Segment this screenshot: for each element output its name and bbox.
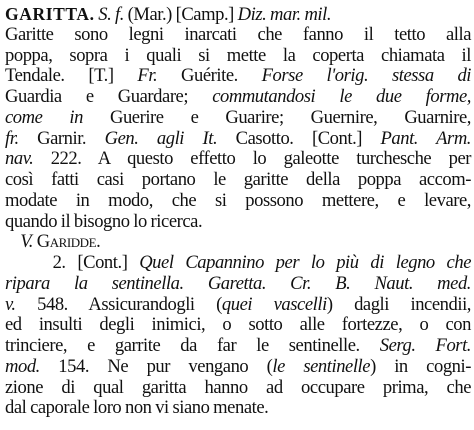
entry-text: modate in modo, che si possono mettere, e levare, <box>5 189 471 211</box>
entry-text: ripara la sentinella. Garetta. Cr. B. Naut. med. <box>5 272 471 294</box>
entry-text: Garnir. <box>18 127 105 149</box>
entry-text: Tendale. [T.] <box>5 65 138 87</box>
entry-line <box>5 396 471 420</box>
entry-text: Casotto. [Cont.] <box>217 127 381 149</box>
entry-text: 222. A questo effetto lo galeotte turchesche per <box>33 148 471 170</box>
entry-text: 154. Ne pur vengano ( <box>39 355 273 377</box>
entry-text: (Mar.) [Camp.] <box>123 4 238 25</box>
entry-text: Fr. <box>137 65 158 87</box>
entry-text: trinciere, e garrite da far le sentinelle. <box>5 335 380 356</box>
entry-text: 548. Assicurandogli ( <box>15 293 222 315</box>
entry-text: ) in cogni- <box>370 355 471 377</box>
entry-text: Garitte sono legni inarcati che fanno il tetto alla <box>5 23 471 45</box>
entry-text: ) dagli incendii, <box>326 293 471 315</box>
entry-text: Gen. agli It. <box>104 127 218 149</box>
entry-text: nav. <box>5 148 34 170</box>
entry-text: zione di qual garitta hanno ad occupare prima, che <box>5 376 471 398</box>
entry-text: poppa, sopra i quali si mette la coperta chiamata il <box>5 44 471 66</box>
entry-text: Quel Capannino per lo più di legno che <box>139 252 472 273</box>
entry-text: Serg. Fort. <box>379 335 471 356</box>
entry-text: S. f. <box>98 4 124 25</box>
entry-text: fr. <box>5 127 19 149</box>
entry-text: ed insulti degli inimici, o sotto alle fortezze, o con <box>5 314 471 336</box>
entry-text: commutandosi le due forme, <box>212 86 471 107</box>
entry-text: così fatti casi portano le garitte della poppa accom- <box>5 169 471 190</box>
entry-text: Guerire e Guarire; Guernire, Guarnire, <box>82 106 471 128</box>
entry-text: Forse l'orig. stessa di <box>261 65 472 87</box>
entry-text: dal caporale loro non vi siano menate. <box>5 397 269 419</box>
entry-text: V. <box>20 231 34 253</box>
entry-text: Pant. Arm. <box>380 127 472 149</box>
entry-text: quando il bisogno lo ricerca. <box>5 210 203 232</box>
entry-text: 2. [Cont.] <box>5 252 140 273</box>
entry-text: Diz. mar. mil. <box>237 4 332 25</box>
entry-text: v. <box>5 293 16 315</box>
entry-text: mod. <box>5 355 40 377</box>
entry-text: le sentinelle <box>272 355 371 377</box>
headword: GARITTA. <box>5 4 95 24</box>
entry-text: come in <box>5 106 83 128</box>
entry-text: Guardia e Guardare; <box>5 86 213 107</box>
entry-text: Garidde. <box>36 231 101 253</box>
entry-text: Guérite. <box>157 65 262 87</box>
entry-text <box>5 231 20 252</box>
entry-text: quei vascelli <box>221 293 327 315</box>
